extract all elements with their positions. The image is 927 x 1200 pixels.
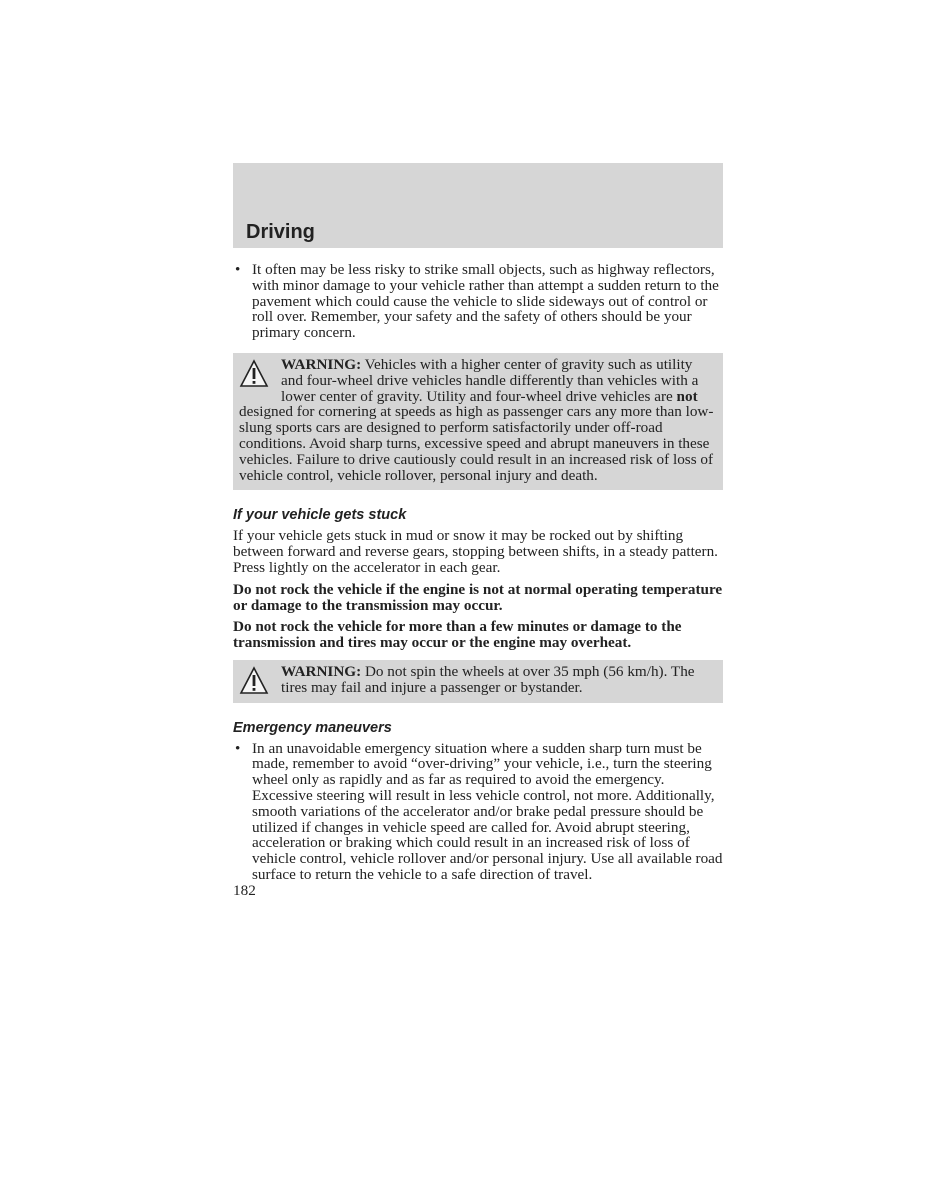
warning-text: Do not spin the wheels at over 35 mph (56 km/h). The tires may fail and injure a passenger or bystander. [281,662,695,696]
warning-text: Vehicles with a higher center of gravity such as utility and four-wheel drive vehicles handle differently than vehicles with a lower center of gravity. Utility and four-wheel drive vehicles are [281,355,699,405]
section-heading-stuck: If your vehicle gets stuck [233,507,407,524]
manual-page [233,163,723,899]
warning-triangle-icon [239,666,269,696]
stuck-paragraph: If your vehicle gets stuck in mud or snow it may be rocked out by shifting between forward and reverse gears, stopping between shifts, in a steady pattern. Press lightly on the accelerator in each gear. [233,527,718,576]
bullet-marker: • [235,261,241,278]
stuck-caution-2: Do not rock the vehicle for more than a few minutes or damage to the transmission and tires may occur or the engine may overheat. [233,618,682,652]
warning-box [233,660,723,703]
bullet-text: In an unavoidable emergency situation where a sudden sharp turn must be made, remember to avoid “over-driving” your vehicle, i.e., turn the steering wheel only as rapidly and as far as required to avoid the emergency. Excessive steering will result in less vehicle control, not more. Additionally, smooth variations of the accelerator and/or brake pedal pressure should be utilized if changes in vehicle speed are called for. Avoid abrupt steering, acceleration or braking which could result in an increased risk of loss of vehicle control, vehicle rollover and/or personal injury. Use all available road surface to return the vehicle to a safe direction of travel. [252,739,723,883]
warning-emphasis: not [676,387,698,405]
bullet-text: It often may be less risky to strike small objects, such as highway reflectors, with minor damage to your vehicle rather than attempt a sudden return to the pavement which could cause the vehicle to slide sideways out of control or roll over. Remember, your safety and the safety of others should be your primary concern. [252,261,719,342]
warning-box [233,353,723,490]
section-header [233,163,723,248]
stuck-caution-1: Do not rock the vehicle if the engine is not at normal operating temperature or damage to the transmission may occur. [233,580,723,614]
list-item [233,262,723,341]
section-heading-emergency: Emergency maneuvers [233,719,392,736]
warning-triangle-icon [239,359,269,389]
section-title: Driving [246,221,315,243]
page-number: 182 [233,881,256,899]
bullet-marker: • [235,739,241,757]
warning-label: WARNING: [281,355,362,373]
warning-text-cont: designed for cornering at speeds as high as passenger cars any more than low-slung sports cars are designed to perform satisfactorily under off-road conditions. Avoid sharp turns, excessive speed and abrupt maneuvers in these vehicles. Failure to drive cautiously could result in an increased risk of loss of vehicle control, vehicle rollover, personal injury and death. [239,403,714,484]
warning-label: WARNING: [281,662,362,680]
list-item [233,741,723,883]
